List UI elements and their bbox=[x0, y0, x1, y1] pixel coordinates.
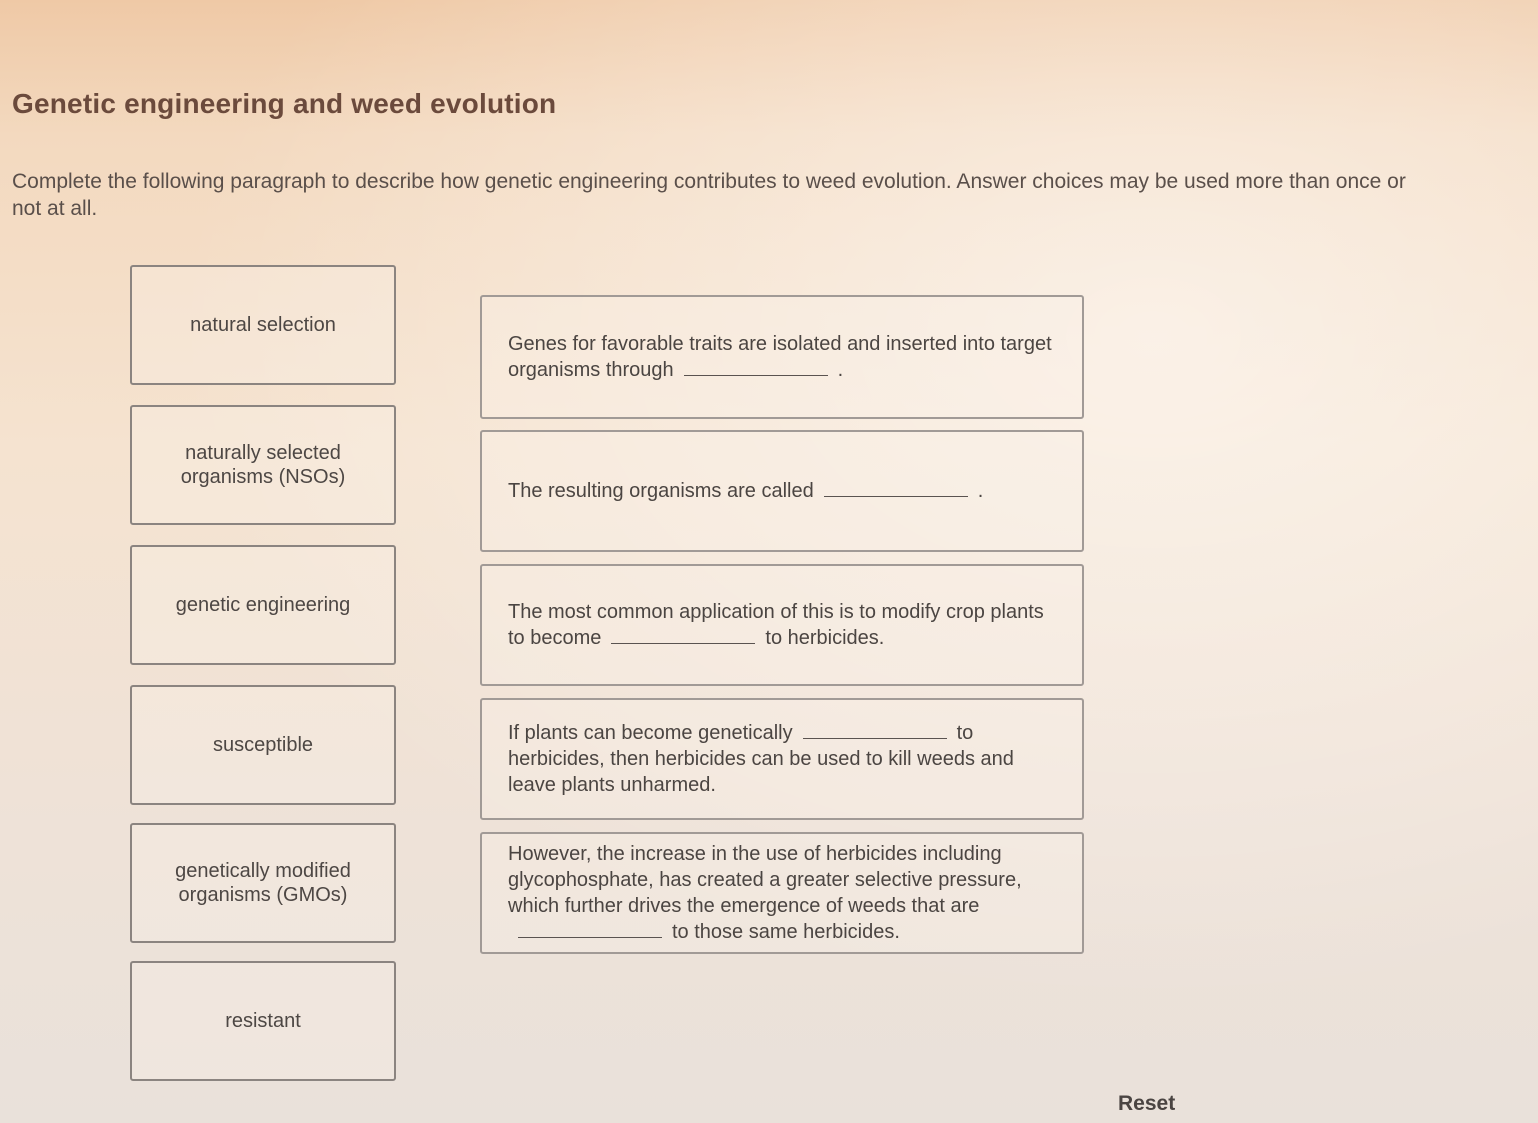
sentence-text: . bbox=[977, 480, 984, 502]
sentence-text: to herbicides. bbox=[765, 627, 885, 649]
choice-label: naturally selected organisms (NSOs) bbox=[180, 442, 346, 488]
sentence-text: to herbicides, then herbicides can be used to kill weeds and leave plants unharmed. bbox=[508, 722, 1014, 796]
drop-blank[interactable] bbox=[824, 482, 968, 497]
choice-resistant[interactable] bbox=[130, 961, 396, 1081]
drop-blank[interactable] bbox=[518, 923, 662, 938]
target-sentence-5 bbox=[480, 832, 1084, 954]
sentence-text: The resulting organisms are called bbox=[508, 480, 814, 502]
choice-label: resistant bbox=[225, 1010, 301, 1032]
target-sentence-2 bbox=[480, 430, 1084, 552]
instructions-text: Complete the following paragraph to describe how genetic engineering contributes to weed evolution. Answer choices may be used more than once or not at all. bbox=[12, 170, 1406, 220]
sentence-text: to those same herbicides. bbox=[672, 921, 900, 943]
choice-genetically-modified-organisms[interactable] bbox=[130, 823, 396, 943]
drop-blank[interactable] bbox=[611, 629, 755, 644]
choice-natural-selection[interactable] bbox=[130, 265, 396, 385]
choice-label: genetic engineering bbox=[175, 594, 351, 616]
target-sentence-4 bbox=[480, 698, 1084, 820]
choice-label: natural selection bbox=[190, 314, 336, 336]
sentence-text: However, the increase in the use of herbicides including glycophosphate, has created a greater selective pressure, which further drives the emergence of weeds that are bbox=[508, 843, 1022, 917]
sentence-text: If plants can become genetically bbox=[508, 722, 793, 744]
drop-blank[interactable] bbox=[803, 724, 947, 739]
drop-blank[interactable] bbox=[684, 361, 828, 376]
choice-susceptible[interactable] bbox=[130, 685, 396, 805]
target-sentence-1 bbox=[480, 295, 1084, 419]
choice-label: susceptible bbox=[212, 734, 314, 756]
target-sentence-3 bbox=[480, 564, 1084, 686]
choice-label: genetically modified organisms (GMOs) bbox=[175, 860, 351, 906]
reset-button[interactable]: Reset bbox=[1118, 1092, 1176, 1115]
sentence-text: . bbox=[837, 359, 844, 381]
sentence-text: Genes for favorable traits are isolated and inserted into target organisms through bbox=[508, 333, 1052, 381]
choice-naturally-selected-organisms[interactable] bbox=[130, 405, 396, 525]
choice-genetic-engineering[interactable] bbox=[130, 545, 396, 665]
page-title: Genetic engineering and weed evolution bbox=[12, 88, 557, 119]
sentence-text: The most common application of this is to modify crop plants to become bbox=[508, 601, 1044, 649]
